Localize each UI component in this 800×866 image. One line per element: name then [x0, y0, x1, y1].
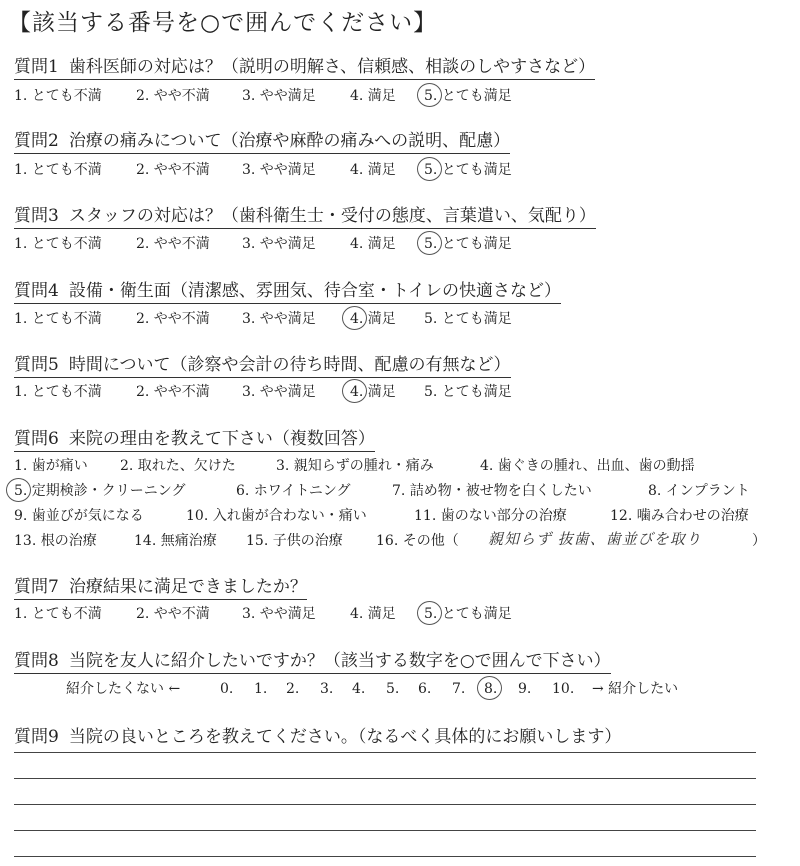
question-8-title: [14, 650, 611, 674]
reason-12[interactable]: 12. 噛み合わせの治療: [610, 508, 749, 524]
question-number: 質問2: [14, 131, 59, 151]
option-5[interactable]: 5. とても満足: [424, 606, 512, 622]
option-2[interactable]: 2. やや不満: [136, 162, 210, 178]
scale-0[interactable]: 0.: [220, 681, 234, 697]
option-5[interactable]: 5. とても満足: [424, 311, 512, 327]
scale-4[interactable]: 4.: [352, 681, 366, 697]
scale-9[interactable]: 9.: [518, 681, 532, 697]
option-4[interactable]: 4. 満足: [350, 236, 396, 252]
option-5[interactable]: 5. とても満足: [424, 162, 512, 178]
option-1[interactable]: 1. とても不満: [14, 88, 102, 104]
option-5[interactable]: 5. とても満足: [424, 88, 512, 104]
question-number: 質問5: [14, 355, 59, 375]
question-text: 来院の理由を教えて下さい（複数回答）: [68, 429, 375, 449]
reason-14[interactable]: 14. 無痛治療: [134, 533, 217, 549]
scale-7[interactable]: 7.: [452, 681, 466, 697]
handwritten-other-answer: 親知らず 抜歯、歯並びを取り: [488, 530, 702, 548]
option-1[interactable]: 1. とても不満: [14, 606, 102, 622]
option-4[interactable]: 4. 満足: [350, 384, 396, 400]
selected-circle: [342, 306, 367, 330]
option-1[interactable]: 1. とても不満: [14, 236, 102, 252]
question-3-title: [14, 205, 596, 229]
answer-line[interactable]: [14, 778, 756, 779]
selected-circle: [417, 157, 442, 181]
option-3[interactable]: 3. やや満足: [242, 236, 316, 252]
option-4[interactable]: 4. 満足: [350, 606, 396, 622]
scale-1[interactable]: 1.: [254, 681, 268, 697]
question-text: 時間について（診察や会計の待ち時間、配慮の有無など）: [68, 355, 511, 375]
scale-8[interactable]: 8.: [484, 681, 498, 697]
selected-circle: [417, 231, 442, 255]
selected-circle: [6, 478, 31, 502]
option-3[interactable]: 3. やや満足: [242, 311, 316, 327]
reason-13[interactable]: 13. 根の治療: [14, 533, 97, 549]
selected-circle: [477, 676, 502, 700]
reason-11[interactable]: 11. 歯のない部分の治療: [414, 508, 567, 524]
scale-10[interactable]: 10.: [552, 681, 575, 697]
reason-6[interactable]: 6. ホワイトニング: [236, 483, 351, 499]
option-3[interactable]: 3. やや満足: [242, 162, 316, 178]
selected-circle: [417, 601, 442, 625]
option-3[interactable]: 3. やや満足: [242, 88, 316, 104]
question-text: スタッフの対応は？（歯科衛生士・受付の態度、言葉遣い、気配り）: [68, 206, 596, 226]
question-text: 歯科医師の対応は？（説明の明解さ、信頼感、相談のしやすさなど）: [68, 57, 596, 77]
question-text: 設備・衛生面（清潔感、雰囲気、待合室・トイレの快適さなど）: [68, 281, 561, 301]
question-text: 当院の良いところを教えてください。（なるべく具体的にお願いします）: [68, 727, 622, 747]
reason-1[interactable]: 1. 歯が痛い: [14, 458, 88, 474]
reason-10[interactable]: 10. 入れ歯が合わない・痛い: [186, 508, 367, 524]
question-number: 質問8: [14, 651, 59, 671]
option-5[interactable]: 5. とても満足: [424, 384, 512, 400]
reason-8[interactable]: 8. インプラント: [648, 483, 750, 499]
selected-circle: [342, 379, 367, 403]
question-number: 質問9: [14, 727, 59, 747]
reason-16[interactable]: 16. その他（: [376, 533, 459, 549]
reason-4[interactable]: 4. 歯ぐきの腫れ、出血、歯の動揺: [480, 458, 695, 474]
option-2[interactable]: 2. やや不満: [136, 88, 210, 104]
option-3[interactable]: 3. やや満足: [242, 384, 316, 400]
scale-3[interactable]: 3.: [320, 681, 334, 697]
option-1[interactable]: 1. とても不満: [14, 311, 102, 327]
option-4[interactable]: 4. 満足: [350, 88, 396, 104]
option-4[interactable]: 4. 満足: [350, 311, 396, 327]
question-number: 質問1: [14, 57, 59, 77]
scale-right-label: → 紹介したい: [592, 681, 679, 697]
question-text: 治療結果に満足できましたか？: [68, 577, 307, 597]
option-3[interactable]: 3. やや満足: [242, 606, 316, 622]
answer-line[interactable]: [14, 752, 756, 753]
option-2[interactable]: 2. やや不満: [136, 311, 210, 327]
option-4[interactable]: 4. 満足: [350, 162, 396, 178]
scale-left-label: 紹介したくない ←: [66, 681, 181, 697]
question-4-title: [14, 280, 561, 304]
reason-2[interactable]: 2. 取れた、欠けた: [120, 458, 236, 474]
option-2[interactable]: 2. やや不満: [136, 606, 210, 622]
option-2[interactable]: 2. やや不満: [136, 236, 210, 252]
option-5[interactable]: 5. とても満足: [424, 236, 512, 252]
answer-line[interactable]: [14, 830, 756, 831]
question-number: 質問4: [14, 281, 59, 301]
other-close-paren: ）: [752, 533, 766, 549]
question-text: 当院を友人に紹介したいですか？（該当する数字を○で囲んで下さい）: [68, 651, 611, 671]
question-2-title: [14, 130, 510, 154]
answer-line[interactable]: [14, 856, 756, 857]
scale-6[interactable]: 6.: [418, 681, 432, 697]
question-number: 質問7: [14, 577, 59, 597]
option-1[interactable]: 1. とても不満: [14, 162, 102, 178]
question-9-title: [14, 726, 621, 749]
scale-2[interactable]: 2.: [286, 681, 300, 697]
option-1[interactable]: 1. とても不満: [14, 384, 102, 400]
reason-5[interactable]: 5. 定期検診・クリーニング: [14, 483, 186, 499]
scale-5[interactable]: 5.: [386, 681, 400, 697]
question-text: 治療の痛みについて（治療や麻酔の痛みへの説明、配慮）: [68, 131, 511, 151]
question-number: 質問6: [14, 429, 59, 449]
question-6-title: [14, 428, 375, 452]
answer-line[interactable]: [14, 804, 756, 805]
reason-9[interactable]: 9. 歯並びが気になる: [14, 508, 144, 524]
question-7-title: [14, 576, 307, 600]
option-2[interactable]: 2. やや不満: [136, 384, 210, 400]
selected-circle: [417, 83, 442, 107]
question-1-title: [14, 56, 595, 80]
reason-7[interactable]: 7. 詰め物・被せ物を白くしたい: [392, 483, 592, 499]
reason-3[interactable]: 3. 親知らずの腫れ・痛み: [276, 458, 434, 474]
instruction-header: 【該当する番号を○で囲んでください】: [8, 10, 438, 36]
question-5-title: [14, 354, 511, 378]
question-number: 質問3: [14, 206, 59, 226]
reason-15[interactable]: 15. 子供の治療: [246, 533, 343, 549]
